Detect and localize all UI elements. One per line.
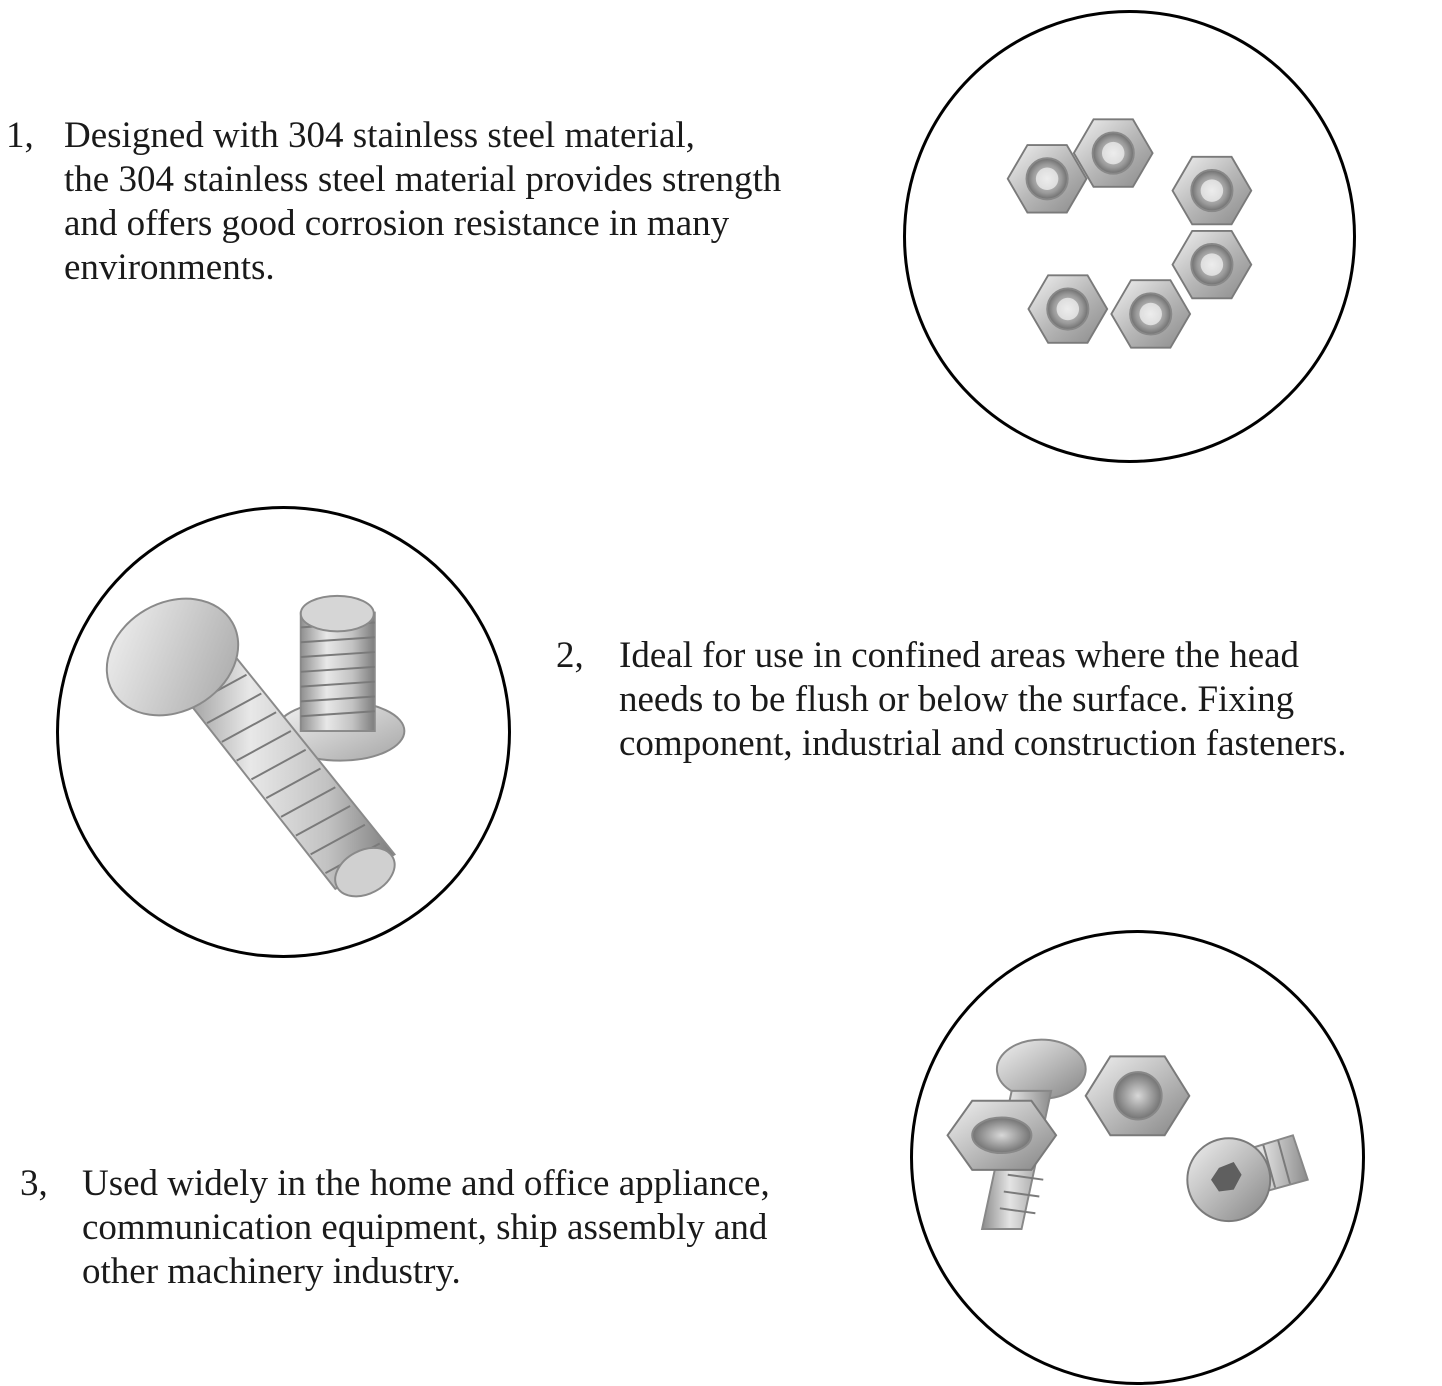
feature-2 bbox=[556, 634, 1346, 766]
feature-1-line: Designed with 304 stainless steel material, bbox=[64, 115, 695, 156]
feature-2-line: needs to be flush or below the surface. Fixing bbox=[619, 679, 1295, 720]
feature-1-line: environments. bbox=[64, 247, 275, 288]
feature-3-line: communication equipment, ship assembly and bbox=[82, 1207, 768, 1248]
feature-2-line: component, industrial and construction fasteners. bbox=[619, 723, 1347, 764]
button-head-screws-icon bbox=[59, 509, 508, 955]
feature-1-description bbox=[64, 114, 781, 290]
feature-3-line: Used widely in the home and office appliance, bbox=[82, 1163, 770, 1204]
feature-2-line: Ideal for use in confined areas where the head bbox=[619, 635, 1300, 676]
feature-1-number: 1, bbox=[6, 115, 34, 156]
feature-1 bbox=[6, 114, 781, 290]
feature-2-description bbox=[619, 634, 1346, 766]
screws-and-nuts-photo bbox=[910, 930, 1365, 1385]
feature-3-line: other machinery industry. bbox=[82, 1251, 461, 1292]
feature-2-number: 2, bbox=[556, 635, 584, 676]
hex-nuts-photo bbox=[903, 10, 1356, 463]
feature-1-line: and offers good corrosion resistance in many bbox=[64, 203, 730, 244]
feature-3 bbox=[20, 1162, 770, 1294]
feature-3-number: 3, bbox=[20, 1163, 48, 1204]
button-head-screws-photo bbox=[56, 506, 511, 958]
feature-3-description bbox=[82, 1162, 770, 1294]
screws-and-nuts-icon bbox=[913, 933, 1362, 1382]
stainless-hex-nuts-icon bbox=[906, 13, 1353, 460]
feature-1-line: the 304 stainless steel material provides strength bbox=[64, 159, 782, 200]
